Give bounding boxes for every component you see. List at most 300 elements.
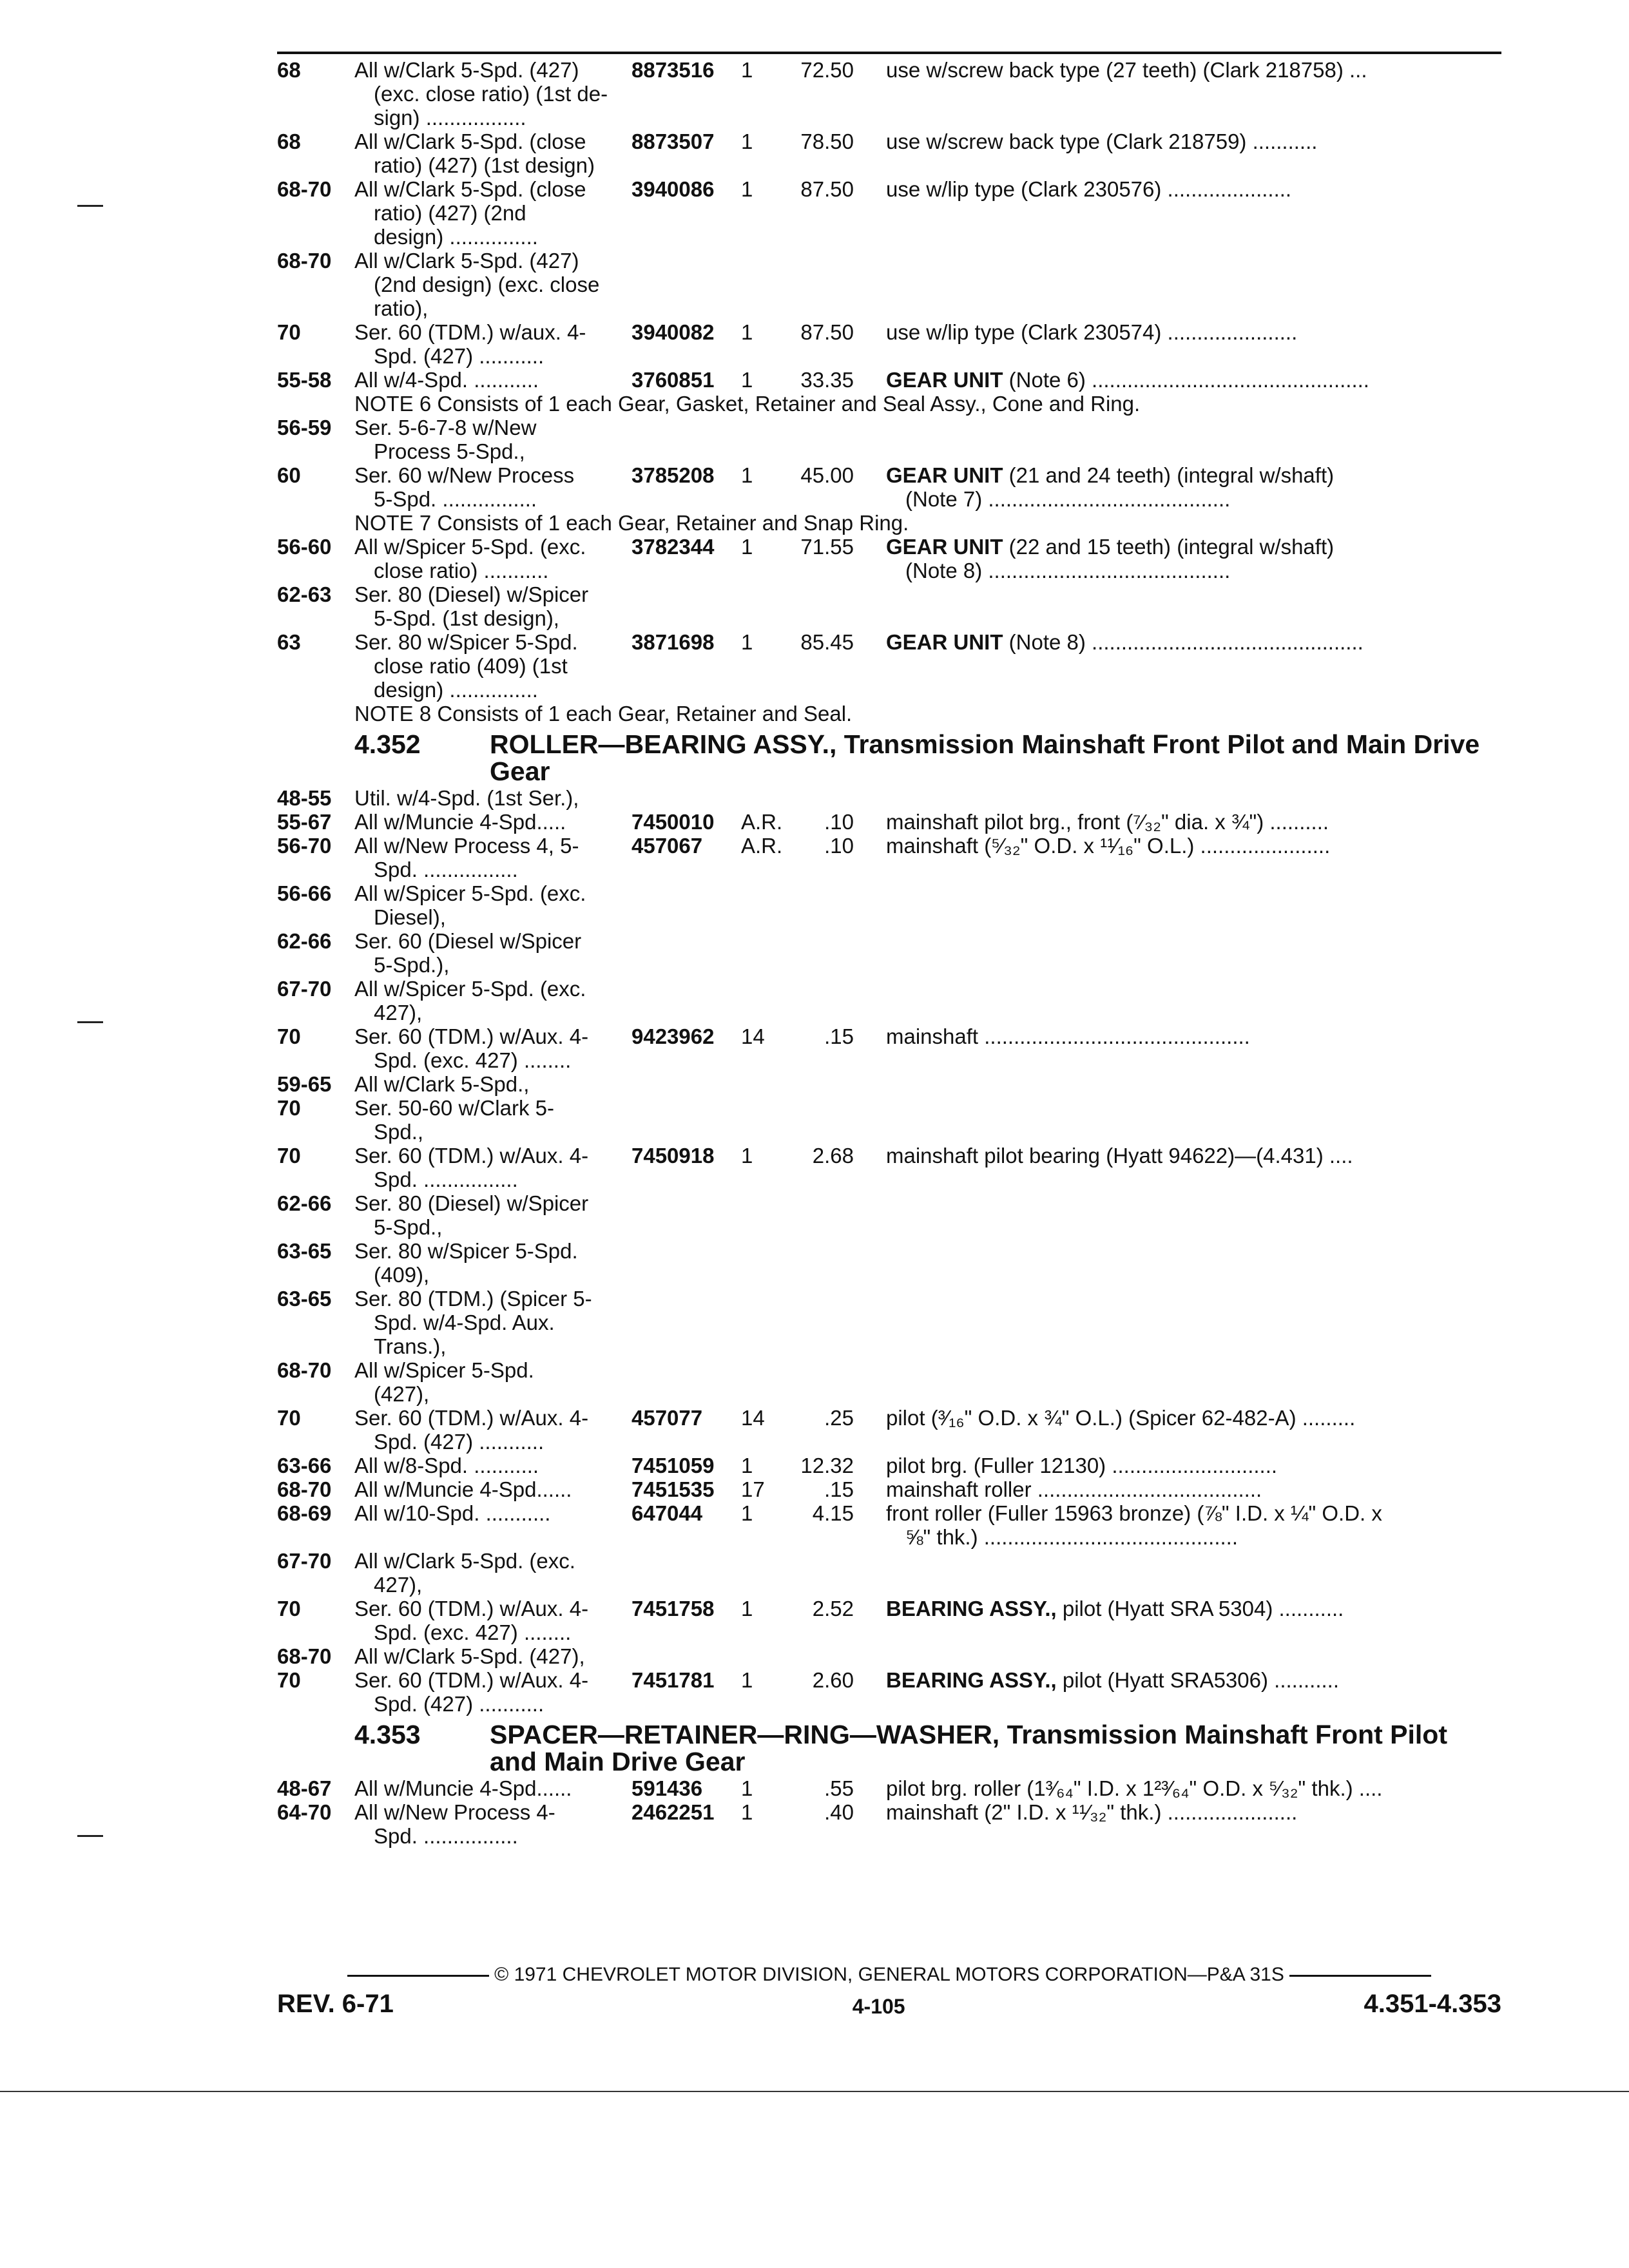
price: 87.50 bbox=[800, 177, 854, 201]
description-text: front roller (Fuller 15963 bronze) (⅞" I.D. x ¼" O.D. x bbox=[886, 1501, 1382, 1525]
application-line: Spd. (427) ........... bbox=[374, 1430, 545, 1454]
description-text: (Note 6) ............................................... bbox=[1003, 368, 1369, 392]
table-row bbox=[277, 834, 1501, 881]
application bbox=[354, 834, 631, 881]
application-line: 5-Spd. ................ bbox=[374, 487, 537, 511]
table-row bbox=[277, 1072, 1501, 1096]
price: 45.00 bbox=[800, 463, 854, 487]
rows-group-c bbox=[277, 535, 1501, 702]
application-line: All w/Spicer 5-Spd. (exc. bbox=[354, 977, 586, 1001]
application bbox=[354, 630, 631, 702]
table-row bbox=[277, 320, 1501, 368]
model-year: 68-70 bbox=[277, 1358, 332, 1382]
application bbox=[354, 1191, 631, 1239]
part-number: 7450918 bbox=[631, 1144, 715, 1168]
table-row bbox=[277, 1144, 1501, 1191]
description-text: use w/screw back type (Clark 218759) ........... bbox=[886, 130, 1318, 153]
application bbox=[354, 786, 631, 810]
application-line: All w/Muncie 4-Spd...... bbox=[354, 1477, 572, 1501]
description-line bbox=[886, 1454, 1501, 1477]
application-line: Spd. (427) ........... bbox=[374, 1692, 545, 1716]
application-line: 5-Spd. (1st design), bbox=[374, 606, 559, 630]
application-line: Ser. 80 (Diesel) w/Spicer bbox=[354, 1191, 589, 1215]
application bbox=[354, 320, 631, 368]
application-line: Spd. ................ bbox=[374, 1168, 518, 1191]
part-number: 457067 bbox=[631, 834, 703, 858]
description bbox=[854, 177, 1501, 201]
application bbox=[354, 1800, 631, 1848]
description bbox=[854, 1800, 1501, 1824]
description-line bbox=[886, 1800, 1501, 1824]
description-line bbox=[886, 1597, 1501, 1620]
table-row bbox=[277, 1477, 1501, 1501]
description bbox=[854, 320, 1501, 344]
model-year: 48-67 bbox=[277, 1776, 332, 1800]
application-line: Ser. 60 (TDM.) w/Aux. 4- bbox=[354, 1406, 589, 1430]
rows-group-b bbox=[277, 416, 1501, 511]
model-year: 63-66 bbox=[277, 1454, 332, 1477]
page-footer bbox=[277, 1964, 1501, 2019]
price: 4.15 bbox=[812, 1501, 854, 1525]
copyright-line bbox=[277, 1964, 1501, 1986]
application-line: Util. w/4-Spd. (1st Ser.), bbox=[354, 786, 579, 810]
quantity: 1 bbox=[741, 177, 753, 201]
description-text: mainshaft ............................................. bbox=[886, 1024, 1250, 1048]
model-year: 56-59 bbox=[277, 416, 332, 439]
table-row bbox=[277, 130, 1501, 177]
application-line: All w/Clark 5-Spd. (427), bbox=[354, 1644, 585, 1668]
model-year: 60 bbox=[277, 463, 301, 487]
application bbox=[354, 463, 631, 511]
application-line: Ser. 60 (Diesel w/Spicer bbox=[354, 929, 582, 953]
application-line: 427), bbox=[374, 1001, 423, 1024]
description-title: BEARING ASSY., bbox=[886, 1668, 1057, 1692]
application-line: All w/Spicer 5-Spd. bbox=[354, 1358, 534, 1382]
application-line: Spd., bbox=[374, 1120, 424, 1144]
table-row bbox=[277, 1454, 1501, 1477]
model-year: 48-55 bbox=[277, 786, 332, 810]
model-year: 56-60 bbox=[277, 535, 332, 559]
application-line: All w/Clark 5-Spd. (427) bbox=[354, 58, 579, 82]
price: 2.52 bbox=[812, 1597, 854, 1620]
application-line: (427), bbox=[374, 1382, 430, 1406]
application-line: Ser. 80 w/Spicer 5-Spd. bbox=[354, 1239, 578, 1263]
description-line bbox=[886, 1525, 1501, 1549]
model-year: 56-66 bbox=[277, 881, 332, 905]
description-line bbox=[886, 1144, 1501, 1168]
part-number: 8873516 bbox=[631, 58, 715, 82]
quantity: 1 bbox=[741, 535, 753, 559]
application-line: All w/New Process 4, 5- bbox=[354, 834, 579, 858]
rows-group-a bbox=[277, 58, 1501, 392]
application-line: 427), bbox=[374, 1573, 423, 1597]
description bbox=[854, 1776, 1501, 1800]
application-line: close ratio (409) (1st bbox=[374, 654, 568, 678]
application-line: Ser. 60 (TDM.) w/Aux. 4- bbox=[354, 1668, 589, 1692]
application bbox=[354, 368, 631, 392]
table-row bbox=[277, 977, 1501, 1024]
table-row bbox=[277, 1597, 1501, 1644]
application-line: (2nd design) (exc. close bbox=[374, 273, 600, 296]
application-line: Ser. 80 (TDM.) (Spicer 5- bbox=[354, 1287, 592, 1311]
description-text: mainshaft (⁵⁄₃₂" O.D. x ¹¹⁄₁₆" O.L.) ...................... bbox=[886, 834, 1331, 858]
model-year: 68-70 bbox=[277, 1477, 332, 1501]
application-line: design) ............... bbox=[374, 678, 538, 702]
price: .40 bbox=[824, 1800, 854, 1824]
description-title: GEAR UNIT bbox=[886, 630, 1003, 654]
description bbox=[854, 1597, 1501, 1620]
description-line bbox=[886, 1477, 1501, 1501]
application bbox=[354, 1501, 631, 1525]
price: 85.45 bbox=[800, 630, 854, 654]
description-line bbox=[886, 535, 1501, 559]
application-line: All w/Clark 5-Spd., bbox=[354, 1072, 530, 1096]
description-text: mainshaft (2" I.D. x ¹¹⁄₃₂" thk.) ...................... bbox=[886, 1800, 1298, 1824]
application bbox=[354, 535, 631, 582]
description-text: (Note 8) ......................................... bbox=[905, 559, 1231, 582]
quantity: 1 bbox=[741, 630, 753, 654]
part-number: 591436 bbox=[631, 1776, 703, 1800]
description-line bbox=[886, 58, 1501, 82]
section-title: ROLLER—BEARING ASSY., Transmission Mainshaft Front Pilot and Main Drive Gear bbox=[490, 729, 1480, 786]
application-line: Ser. 60 (TDM.) w/aux. 4- bbox=[354, 320, 586, 344]
description bbox=[854, 1144, 1501, 1168]
margin-mark bbox=[77, 205, 103, 207]
part-number: 3782344 bbox=[631, 535, 715, 559]
application bbox=[354, 1144, 631, 1191]
rows-group-e bbox=[277, 1776, 1501, 1848]
quantity: 14 bbox=[741, 1024, 765, 1048]
application-line: Spd. ................ bbox=[374, 1824, 518, 1848]
description-text: pilot brg. (Fuller 12130) ............................ bbox=[886, 1454, 1278, 1477]
price: .10 bbox=[824, 810, 854, 834]
part-number: 3785208 bbox=[631, 463, 715, 487]
table-row bbox=[277, 1776, 1501, 1800]
application-line: All w/Clark 5-Spd. (close bbox=[354, 177, 586, 201]
model-year: 70 bbox=[277, 320, 301, 344]
quantity: 1 bbox=[741, 1454, 753, 1477]
description-line bbox=[886, 463, 1501, 487]
application-line: All w/Spicer 5-Spd. (exc. bbox=[354, 535, 586, 559]
price: 2.68 bbox=[812, 1144, 854, 1168]
price: 71.55 bbox=[800, 535, 854, 559]
description-line bbox=[886, 1776, 1501, 1800]
description bbox=[854, 535, 1501, 582]
description-text: mainshaft pilot bearing (Hyatt 94622)—(4.431) .... bbox=[886, 1144, 1353, 1168]
price: 87.50 bbox=[800, 320, 854, 344]
page-number: 4-105 bbox=[852, 1995, 905, 2018]
description-text: use w/screw back type (27 teeth) (Clark 218758) ... bbox=[886, 58, 1367, 82]
quantity: 1 bbox=[741, 130, 753, 153]
description bbox=[854, 1406, 1501, 1430]
application-line: Trans.), bbox=[374, 1334, 447, 1358]
application-line: Spd. w/4-Spd. Aux. bbox=[374, 1311, 555, 1334]
application bbox=[354, 1549, 631, 1597]
model-year: 70 bbox=[277, 1096, 301, 1120]
part-number: 7451758 bbox=[631, 1597, 715, 1620]
table-row bbox=[277, 368, 1501, 392]
application bbox=[354, 1668, 631, 1716]
model-year: 62-63 bbox=[277, 582, 332, 606]
price: .25 bbox=[824, 1406, 854, 1430]
quantity: 1 bbox=[741, 1800, 753, 1824]
quantity: 1 bbox=[741, 368, 753, 392]
application-line: All w/4-Spd. ........... bbox=[354, 368, 539, 392]
table-row bbox=[277, 1549, 1501, 1597]
application bbox=[354, 58, 631, 130]
table-row bbox=[277, 1287, 1501, 1358]
application-line: Ser. 60 w/New Process bbox=[354, 463, 575, 487]
footer-rule bbox=[347, 1975, 489, 1977]
application-line: All w/Clark 5-Spd. (exc. bbox=[354, 1549, 575, 1573]
application-line: All w/New Process 4- bbox=[354, 1800, 555, 1824]
revision-label: REV. 6-71 bbox=[277, 1990, 394, 2018]
application-line: 5-Spd., bbox=[374, 1215, 443, 1239]
table-row bbox=[277, 177, 1501, 249]
table-row bbox=[277, 58, 1501, 130]
table-row bbox=[277, 416, 1501, 463]
part-number: 7451781 bbox=[631, 1668, 715, 1692]
application bbox=[354, 1239, 631, 1287]
table-row bbox=[277, 1800, 1501, 1848]
application bbox=[354, 810, 631, 834]
model-year: 63-65 bbox=[277, 1239, 332, 1263]
part-number: 7450010 bbox=[631, 810, 715, 834]
description-line bbox=[886, 559, 1501, 582]
price: .55 bbox=[824, 1776, 854, 1800]
application bbox=[354, 1644, 631, 1668]
table-row bbox=[277, 1644, 1501, 1668]
description-text: pilot brg. roller (1³⁄₆₄" I.D. x 1²³⁄₆₄" O.D. x ⁵⁄₃₂" thk.) .... bbox=[886, 1776, 1383, 1800]
description-title: BEARING ASSY., bbox=[886, 1597, 1057, 1620]
model-year: 55-58 bbox=[277, 368, 332, 392]
description-text: use w/lip type (Clark 230574) ...................... bbox=[886, 320, 1298, 344]
quantity: 1 bbox=[741, 1501, 753, 1525]
description bbox=[854, 463, 1501, 511]
application-line: Spd. (exc. 427) ........ bbox=[374, 1048, 572, 1072]
model-year: 70 bbox=[277, 1406, 301, 1430]
table-row bbox=[277, 582, 1501, 630]
application-line: All w/Muncie 4-Spd...... bbox=[354, 1776, 572, 1800]
note-8: NOTE 8 Consists of 1 each Gear, Retainer and Seal. bbox=[354, 702, 853, 726]
application-line: close ratio) ........... bbox=[374, 559, 549, 582]
part-number: 2462251 bbox=[631, 1800, 715, 1824]
model-year: 70 bbox=[277, 1144, 301, 1168]
model-year: 62-66 bbox=[277, 929, 332, 953]
application bbox=[354, 1358, 631, 1406]
application-line: All w/Clark 5-Spd. (close bbox=[354, 130, 586, 153]
description-text: pilot (Hyatt SRA5306) ........... bbox=[1056, 1668, 1340, 1692]
part-number: 9423962 bbox=[631, 1024, 715, 1048]
application-line: Ser. 80 w/Spicer 5-Spd. bbox=[354, 630, 578, 654]
application-line: (exc. close ratio) (1st de- bbox=[374, 82, 608, 106]
price: .10 bbox=[824, 834, 854, 858]
table-row bbox=[277, 929, 1501, 977]
application-line: sign) ................. bbox=[374, 106, 526, 130]
quantity: 1 bbox=[741, 320, 753, 344]
application-line: (409), bbox=[374, 1263, 430, 1287]
quantity: 1 bbox=[741, 1776, 753, 1800]
footer-rule bbox=[1289, 1975, 1431, 1977]
description-title: GEAR UNIT bbox=[886, 463, 1003, 487]
application-line: Ser. 60 (TDM.) w/Aux. 4- bbox=[354, 1144, 589, 1168]
application bbox=[354, 249, 631, 320]
description-text: (Note 8) .............................................. bbox=[1003, 630, 1364, 654]
quantity: 1 bbox=[741, 1668, 753, 1692]
model-year: 56-70 bbox=[277, 834, 332, 858]
application-line: All w/8-Spd. ........... bbox=[354, 1454, 539, 1477]
table-row bbox=[277, 1096, 1501, 1144]
description-text: use w/lip type (Clark 230576) ..................... bbox=[886, 177, 1292, 201]
model-year: 55-67 bbox=[277, 810, 332, 834]
description bbox=[854, 58, 1501, 82]
section-number: 4.353 bbox=[354, 1720, 421, 1749]
table-row bbox=[277, 463, 1501, 511]
model-year: 70 bbox=[277, 1668, 301, 1692]
model-year: 63-65 bbox=[277, 1287, 332, 1311]
note-6: NOTE 6 Consists of 1 each Gear, Gasket, Retainer and Seal Assy., Cone and Ring. bbox=[354, 392, 1141, 416]
table-row bbox=[277, 1358, 1501, 1406]
application-line: Ser. 80 (Diesel) w/Spicer bbox=[354, 582, 589, 606]
model-year: 67-70 bbox=[277, 977, 332, 1001]
table-row bbox=[277, 249, 1501, 320]
price: 78.50 bbox=[800, 130, 854, 153]
description-line bbox=[886, 810, 1501, 834]
model-year: 68-70 bbox=[277, 249, 332, 273]
quantity: 14 bbox=[741, 1406, 765, 1430]
margin-mark bbox=[77, 1021, 103, 1023]
application-line: 5-Spd.), bbox=[374, 953, 450, 977]
table-row bbox=[277, 810, 1501, 834]
quantity: 1 bbox=[741, 58, 753, 82]
description-text: pilot (Hyatt SRA 5304) ........... bbox=[1056, 1597, 1344, 1620]
description-line bbox=[886, 1406, 1501, 1430]
section-title: SPACER—RETAINER—RING—WASHER, Transmission Mainshaft Front Pilot and Main Drive Gear bbox=[490, 1720, 1447, 1776]
table-row bbox=[277, 535, 1501, 582]
section-number: 4.352 bbox=[354, 729, 421, 759]
quantity: 1 bbox=[741, 463, 753, 487]
note-7: NOTE 7 Consists of 1 each Gear, Retainer and Snap Ring. bbox=[354, 511, 909, 535]
description bbox=[854, 1477, 1501, 1501]
price: 33.35 bbox=[800, 368, 854, 392]
application-line: ratio) (427) (2nd bbox=[374, 201, 526, 225]
application-line: Ser. 5-6-7-8 w/New bbox=[354, 416, 537, 439]
quantity: 17 bbox=[741, 1477, 765, 1501]
part-number: 3871698 bbox=[631, 630, 715, 654]
model-year: 70 bbox=[277, 1597, 301, 1620]
application bbox=[354, 1096, 631, 1144]
application-line: Ser. 60 (TDM.) w/Aux. 4- bbox=[354, 1597, 589, 1620]
description-line bbox=[886, 487, 1501, 511]
description bbox=[854, 1668, 1501, 1692]
description-line bbox=[886, 368, 1501, 392]
description bbox=[854, 834, 1501, 858]
application bbox=[354, 416, 631, 463]
part-number: 8873507 bbox=[631, 130, 715, 153]
application-line: Ser. 60 (TDM.) w/Aux. 4- bbox=[354, 1024, 589, 1048]
description-title: GEAR UNIT bbox=[886, 535, 1003, 559]
application-line: All w/Muncie 4-Spd..... bbox=[354, 810, 566, 834]
description bbox=[854, 810, 1501, 834]
application bbox=[354, 582, 631, 630]
rows-group-d bbox=[277, 786, 1501, 1716]
table-row bbox=[277, 881, 1501, 929]
application bbox=[354, 1776, 631, 1800]
description-text: (21 and 24 teeth) (integral w/shaft) bbox=[1003, 463, 1335, 487]
application-line: Ser. 50-60 w/Clark 5- bbox=[354, 1096, 554, 1120]
part-number: 3940082 bbox=[631, 320, 715, 344]
description-text: pilot (³⁄₁₆" O.D. x ¾" O.L.) (Spicer 62-482-A) ......... bbox=[886, 1406, 1356, 1430]
parts-catalog-page bbox=[277, 52, 1501, 1848]
section-heading-4-352 bbox=[277, 731, 1501, 785]
description-text: (Note 7) ......................................... bbox=[905, 487, 1231, 511]
description-line bbox=[886, 177, 1501, 201]
price: 12.32 bbox=[800, 1454, 854, 1477]
application-line: design) ............... bbox=[374, 225, 538, 249]
table-row bbox=[277, 1024, 1501, 1072]
part-number: 7451535 bbox=[631, 1477, 715, 1501]
application-line: All w/Clark 5-Spd. (427) bbox=[354, 249, 579, 273]
description-line bbox=[886, 630, 1501, 654]
section-range: 4.351-4.353 bbox=[1364, 1990, 1501, 2018]
description-line bbox=[886, 1668, 1501, 1692]
top-rule bbox=[277, 52, 1501, 54]
table-row bbox=[277, 786, 1501, 810]
application-line: Spd. (427) ........... bbox=[374, 344, 545, 368]
price: 2.60 bbox=[812, 1668, 854, 1692]
application bbox=[354, 1024, 631, 1072]
table-row bbox=[277, 1191, 1501, 1239]
application-line: All w/Spicer 5-Spd. (exc. bbox=[354, 881, 586, 905]
application-line: Spd. (exc. 427) ........ bbox=[374, 1620, 572, 1644]
table-row bbox=[277, 1501, 1501, 1549]
application bbox=[354, 177, 631, 249]
description-text: (22 and 15 teeth) (integral w/shaft) bbox=[1003, 535, 1335, 559]
model-year: 68 bbox=[277, 58, 301, 82]
quantity: 1 bbox=[741, 1144, 753, 1168]
application bbox=[354, 1072, 631, 1096]
description-text: mainshaft pilot brg., front (⁷⁄₃₂" dia. x ¾") .......... bbox=[886, 810, 1329, 834]
description bbox=[854, 1024, 1501, 1048]
application-line: ratio), bbox=[374, 296, 429, 320]
description-text: mainshaft roller ...................................... bbox=[886, 1477, 1262, 1501]
description bbox=[854, 130, 1501, 153]
description-text: ⅝" thk.) ........................................... bbox=[905, 1525, 1238, 1549]
model-year: 70 bbox=[277, 1024, 301, 1048]
part-number: 3940086 bbox=[631, 177, 715, 201]
model-year: 64-70 bbox=[277, 1800, 332, 1824]
bottom-rule bbox=[0, 2091, 1629, 2092]
copyright-text: © 1971 CHEVROLET MOTOR DIVISION, GENERAL MOTORS CORPORATION—P&A 31S bbox=[494, 1964, 1284, 1985]
table-row bbox=[277, 1668, 1501, 1716]
description-line bbox=[886, 130, 1501, 153]
part-number: 7451059 bbox=[631, 1454, 715, 1477]
part-number: 457077 bbox=[631, 1406, 703, 1430]
section-heading-4-353 bbox=[277, 1721, 1501, 1775]
table-row bbox=[277, 1239, 1501, 1287]
model-year: 67-70 bbox=[277, 1549, 332, 1573]
model-year: 62-66 bbox=[277, 1191, 332, 1215]
description bbox=[854, 630, 1501, 654]
application-line: Diesel), bbox=[374, 905, 446, 929]
application-line: ratio) (427) (1st design) bbox=[374, 153, 595, 177]
model-year: 59-65 bbox=[277, 1072, 332, 1096]
quantity: 1 bbox=[741, 1597, 753, 1620]
quantity: A.R. bbox=[741, 810, 783, 834]
part-number: 647044 bbox=[631, 1501, 703, 1525]
model-year: 68 bbox=[277, 130, 301, 153]
application bbox=[354, 1597, 631, 1644]
